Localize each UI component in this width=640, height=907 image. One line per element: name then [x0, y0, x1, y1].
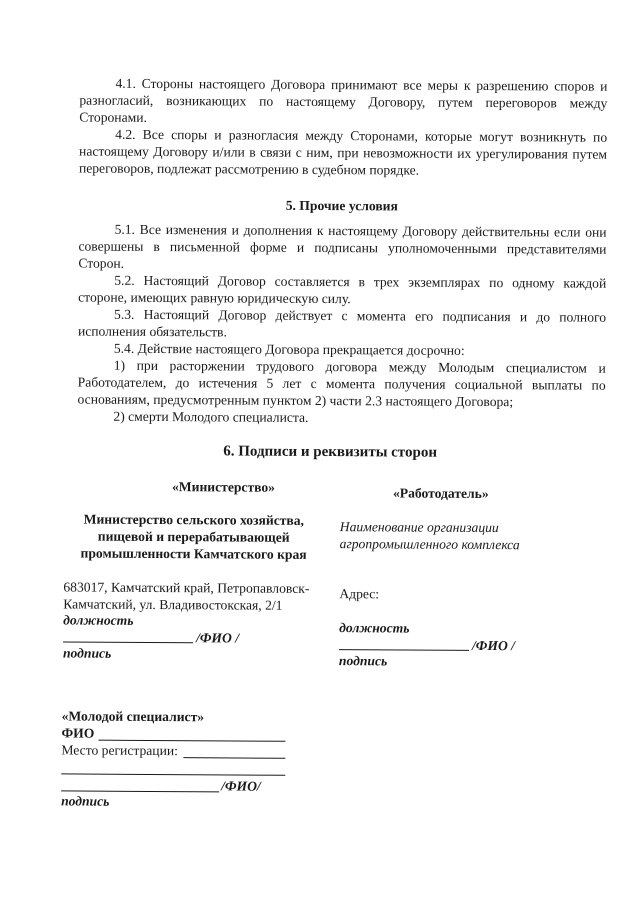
clause-5-2: 5.2. Настоящий Договор составляется в трех экземплярах по одному каждой стороне, имеющих равную юридическую силу.	[78, 272, 607, 307]
specialist-signature-label: подпись	[61, 793, 110, 809]
specialist-registration-line	[183, 757, 285, 759]
employer-position-label: должность	[339, 620, 410, 636]
clause-5-3: 5.3. Настоящий Договор действует с момента его подписания и до полного исполнения обязательств.	[77, 306, 607, 340]
employer-fio-label: /ФИО /	[472, 637, 516, 654]
clause-5-4-item-2: 2) смерти Молодого специалиста.	[113, 408, 309, 425]
specialist-registration-label: Место регистрации:	[61, 742, 178, 759]
specialist-fio-label: /ФИО/	[221, 778, 261, 794]
section-6-title: 6. Подписи и реквизиты сторон	[223, 443, 438, 461]
employer-address-label: Адрес:	[339, 586, 380, 602]
clause-5-1: 5.1. Все изменения и дополнения к настоящему Договору действительны если они совершены в письменной форме и подписаны уполномоченными представителями Сторон.	[78, 221, 607, 271]
specialist-registration-line-2	[61, 773, 285, 775]
clause-4-1: 4.1. Стороны настоящего Договора принимают все меры к разрешению споров и разногласий, возникающих по настоящему Договору, путем переговоров между Сторонами.	[79, 75, 608, 125]
ministry-address: 683017, Камчатский край, Петропавловск- Камчатский, ул. Владивостокская, 2/1	[63, 579, 310, 613]
ministry-fio-label: /ФИО /	[196, 630, 240, 646]
specialist-header: «Молодой специалист»	[61, 708, 205, 725]
ministry-signature-line	[63, 641, 193, 643]
ministry-signature-label: подпись	[62, 645, 112, 661]
employer-header: «Работодатель»	[392, 485, 489, 502]
specialist-fio-field-label: ФИО	[61, 725, 95, 741]
employer-name: Наименование организации агропромышленного комплекса	[339, 519, 520, 553]
employer-signature-line	[339, 649, 469, 651]
clause-5-4-item-1: 1) при расторжении трудового договора между Молодым специалистом и Работодателем, до истечения 5 лет с момента получения социальной выплаты по основаниям, предусмотренным пунктом 2) части 2.3 настоящего Договора;	[77, 357, 606, 410]
employer-signature-label: подпись	[338, 653, 388, 669]
clause-5-4: 5.4. Действие настоящего Договора прекращается досрочно:	[113, 340, 465, 358]
ministry-position-label: должность	[63, 612, 134, 628]
ministry-name: Министерство сельского хозяйства, пищевой и перерабатывающей промышленности Камчатского края	[80, 511, 307, 562]
section-5-title: 5. Прочие условия	[285, 197, 398, 214]
ministry-header: «Министерство»	[171, 479, 276, 495]
clause-4-2: 4.2. Все споры и разногласия между Сторонами, которые могут возникнуть по настоящему Договору и/или в связи с ним, при невозможности их урегулирования путем переговоров, подлежат рассмотрению в судебном порядке.	[78, 126, 608, 178]
